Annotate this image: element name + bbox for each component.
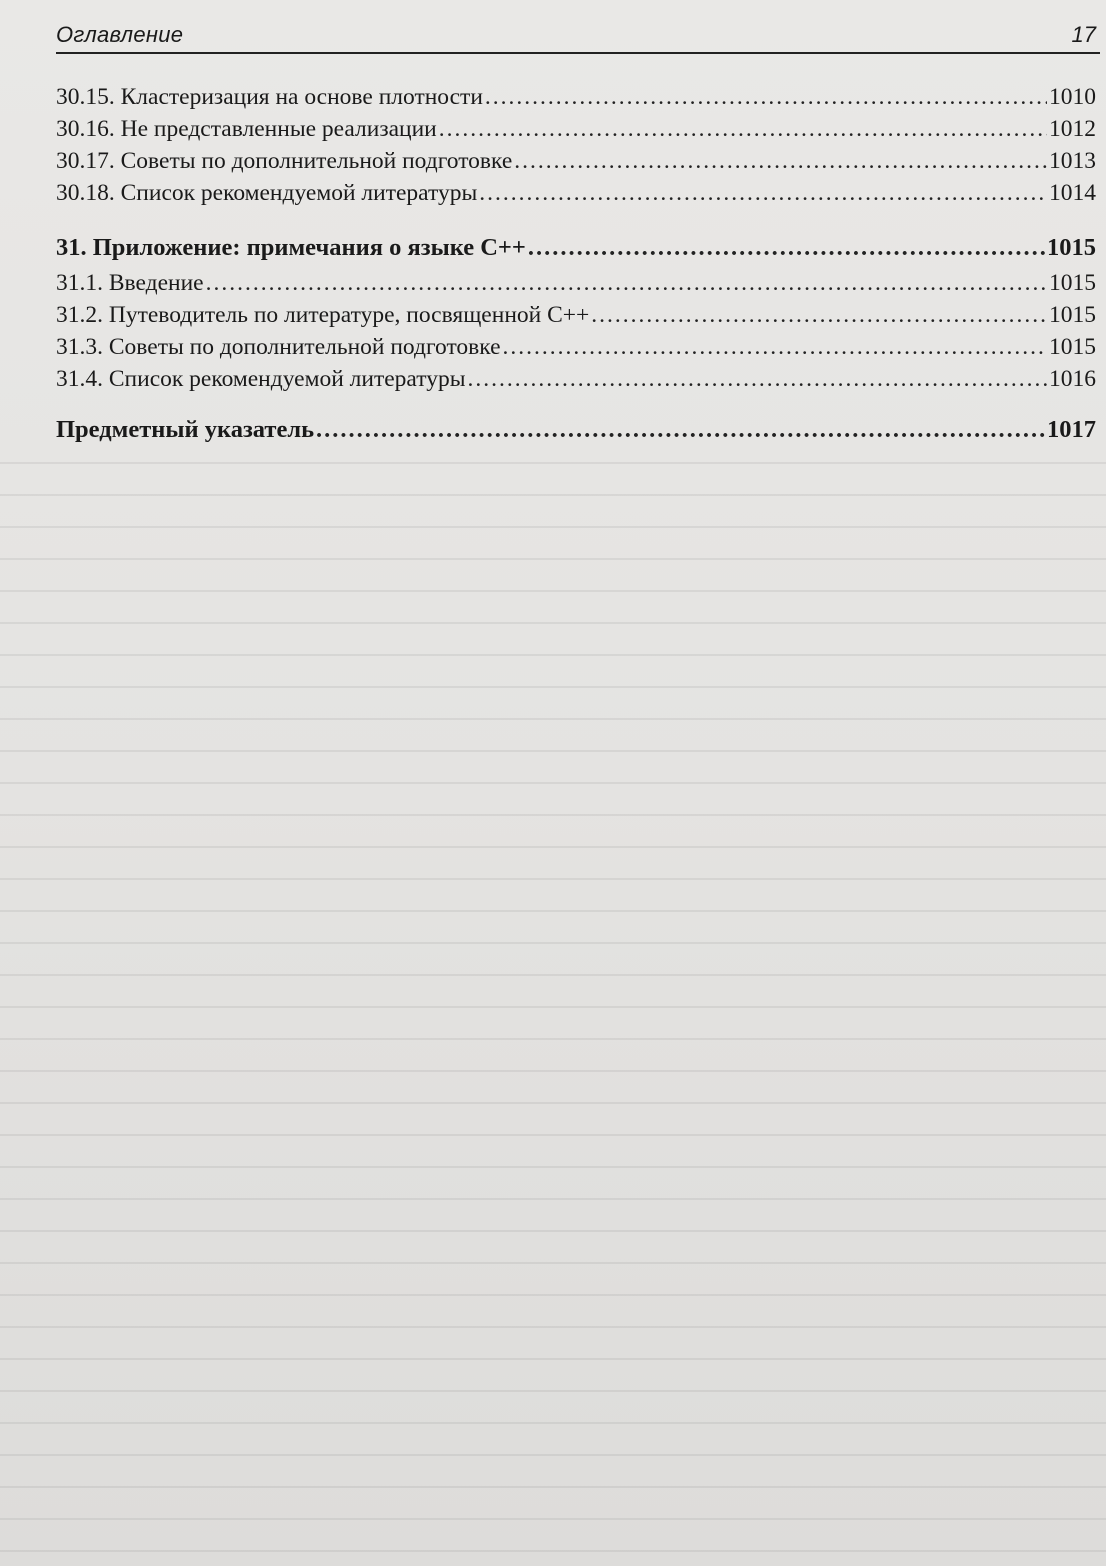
toc-entry-label: 31.1. Введение	[56, 270, 204, 296]
dot-leader	[479, 180, 1047, 207]
spacer	[56, 398, 1096, 416]
toc-entry-label: 30.15. Кластеризация на основе плотности	[56, 84, 483, 110]
toc-index-label: Предметный указатель	[56, 416, 315, 443]
toc-entry-page: 1016	[1049, 366, 1096, 392]
toc-entry-30-15[interactable]	[56, 84, 1096, 116]
header-title: Оглавление	[56, 22, 184, 47]
dot-leader	[467, 366, 1047, 393]
toc-entry-31-1[interactable]	[56, 270, 1096, 302]
toc-entry-label: 30.17. Советы по дополнительной подготовке	[56, 148, 513, 174]
header-page-number: 17	[1071, 22, 1096, 47]
toc-entry-page: 1014	[1049, 180, 1096, 206]
toc-entry-page: 1015	[1049, 334, 1096, 360]
dot-leader	[528, 234, 1045, 262]
toc-entry-page: 1010	[1049, 84, 1096, 110]
toc-entry-label: 30.18. Список рекомендуемой литературы	[56, 180, 478, 206]
toc-entry-label: 31.4. Список рекомендуемой литературы	[56, 366, 466, 392]
spacer	[56, 212, 1096, 234]
bleed-through-texture	[0, 440, 1106, 1566]
toc-entry-label: 30.16. Не представленные реализации	[56, 116, 437, 142]
toc-entry-page: 1015	[1049, 302, 1096, 328]
dot-leader	[514, 148, 1047, 175]
toc-entry-page: 1013	[1049, 148, 1096, 174]
toc-entry-label: 31.3. Советы по дополнительной подготовке	[56, 334, 501, 360]
toc-entry-31-2[interactable]	[56, 302, 1096, 334]
dot-leader	[503, 334, 1047, 361]
dot-leader	[206, 270, 1047, 297]
toc-entry-30-16[interactable]	[56, 116, 1096, 148]
dot-leader	[316, 416, 1045, 444]
toc-entry-31-3[interactable]	[56, 334, 1096, 366]
toc-index[interactable]	[56, 416, 1096, 452]
toc-entry-30-17[interactable]	[56, 148, 1096, 180]
toc-entry-30-18[interactable]	[56, 180, 1096, 212]
toc-entry-page: 1015	[1049, 270, 1096, 296]
dot-leader	[439, 116, 1047, 143]
toc-chapter-page: 1015	[1047, 234, 1096, 261]
dot-leader	[591, 302, 1047, 329]
toc-chapter-31[interactable]	[56, 234, 1096, 270]
toc-index-page: 1017	[1047, 416, 1096, 443]
table-of-contents	[56, 84, 1096, 452]
toc-entry-31-4[interactable]	[56, 366, 1096, 398]
toc-entry-label: 31.2. Путеводитель по литературе, посвященной C++	[56, 302, 590, 328]
toc-chapter-label: 31. Приложение: примечания о языке C++	[56, 234, 526, 261]
toc-entry-page: 1012	[1049, 116, 1096, 142]
dot-leader	[485, 84, 1047, 111]
running-header	[56, 20, 1100, 54]
